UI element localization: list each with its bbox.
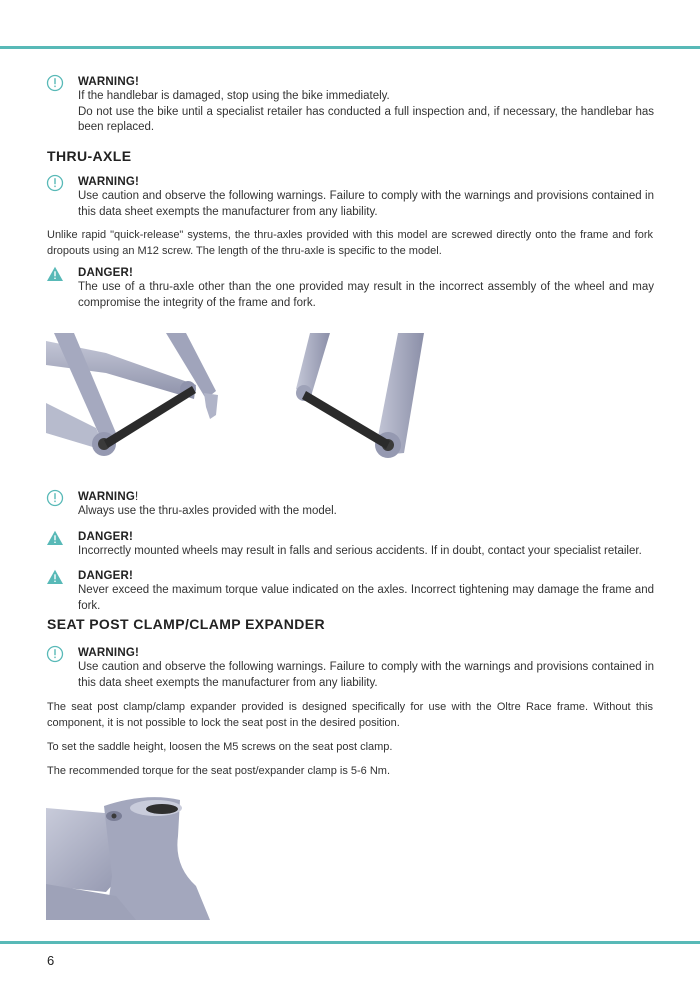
warning-circle-icon: [46, 174, 64, 192]
notice-label: WARNING!: [78, 76, 140, 88]
notice-label: DANGER!: [78, 267, 134, 279]
top-rule: [0, 46, 700, 49]
notice-text: Always use the thru-axles provided with the model.: [78, 505, 337, 517]
notice-text: Use caution and observe the following warnings. Failure to comply with the warnings and provisions contained in this data sheet exempts the manufacturer from any liability.: [78, 190, 654, 218]
danger-triangle-icon: [46, 568, 64, 586]
warning-circle-icon: [46, 489, 64, 507]
notice-text: The use of a thru-axle other than the one provided may result in the incorrect assembly of the wheel and may compromise the integrity of the frame and fork.: [78, 281, 654, 309]
seat-post-paragraph-2: To set the saddle height, loosen the M5 screws on the seat post clamp.: [47, 741, 393, 753]
notice-label: WARNING!: [78, 176, 140, 188]
section-heading-thru-axle: THRU-AXLE: [47, 148, 132, 164]
notice-label: DANGER!: [78, 531, 134, 543]
page-number: 6: [47, 953, 55, 968]
notice-label-word: WARNING: [78, 491, 135, 503]
notice-text: Do not use the bike until a specialist retailer has conducted a full inspection and, if necessary, the handlebar has been replaced.: [78, 105, 654, 133]
danger-triangle-icon: [46, 265, 64, 283]
notice-text: Incorrectly mounted wheels may result in falls and serious accidents. If in doubt, contact your specialist retailer.: [78, 545, 642, 557]
section-heading-seat-post-clamp: SEAT POST CLAMP/CLAMP EXPANDER: [47, 616, 326, 632]
warning-circle-icon: [46, 645, 64, 663]
thru-axle-paragraph: Unlike rapid "quick-release" systems, the thru-axles provided with this model are screwed directly onto the frame and fork dropouts using an M12 screw. The length of the thru-axle is specific to the model.: [47, 229, 653, 257]
notice-label-suffix: !: [134, 491, 139, 503]
seat-post-paragraph-1: The seat post clamp/clamp expander provided is designed specifically for use with the Oltre Race frame. Without this component, it is not possible to lock the seat post in the desired position.: [47, 701, 653, 729]
notice-label: [78, 490, 654, 504]
bottom-rule: [0, 941, 700, 944]
notice-label: DANGER!: [78, 570, 134, 582]
notice-text: Never exceed the maximum torque value indicated on the axles. Incorrect tightening may damage the frame and fork.: [78, 584, 654, 612]
danger-triangle-icon: [46, 529, 64, 547]
rear-dropout-thru-axle-illustration: [46, 333, 224, 467]
notice-text: If the handlebar is damaged, stop using the bike immediately.: [78, 90, 390, 102]
seat-post-paragraph-3: The recommended torque for the seat post/expander clamp is 5-6 Nm.: [47, 765, 391, 777]
notice-label: WARNING!: [78, 647, 140, 659]
fork-thru-axle-illustration: [290, 333, 426, 461]
seat-post-clamp-illustration: [46, 796, 210, 920]
warning-circle-icon: [46, 74, 64, 92]
notice-text: Use caution and observe the following warnings. Failure to comply with the warnings and provisions contained in this data sheet exempts the manufacturer from any liability.: [78, 661, 654, 689]
